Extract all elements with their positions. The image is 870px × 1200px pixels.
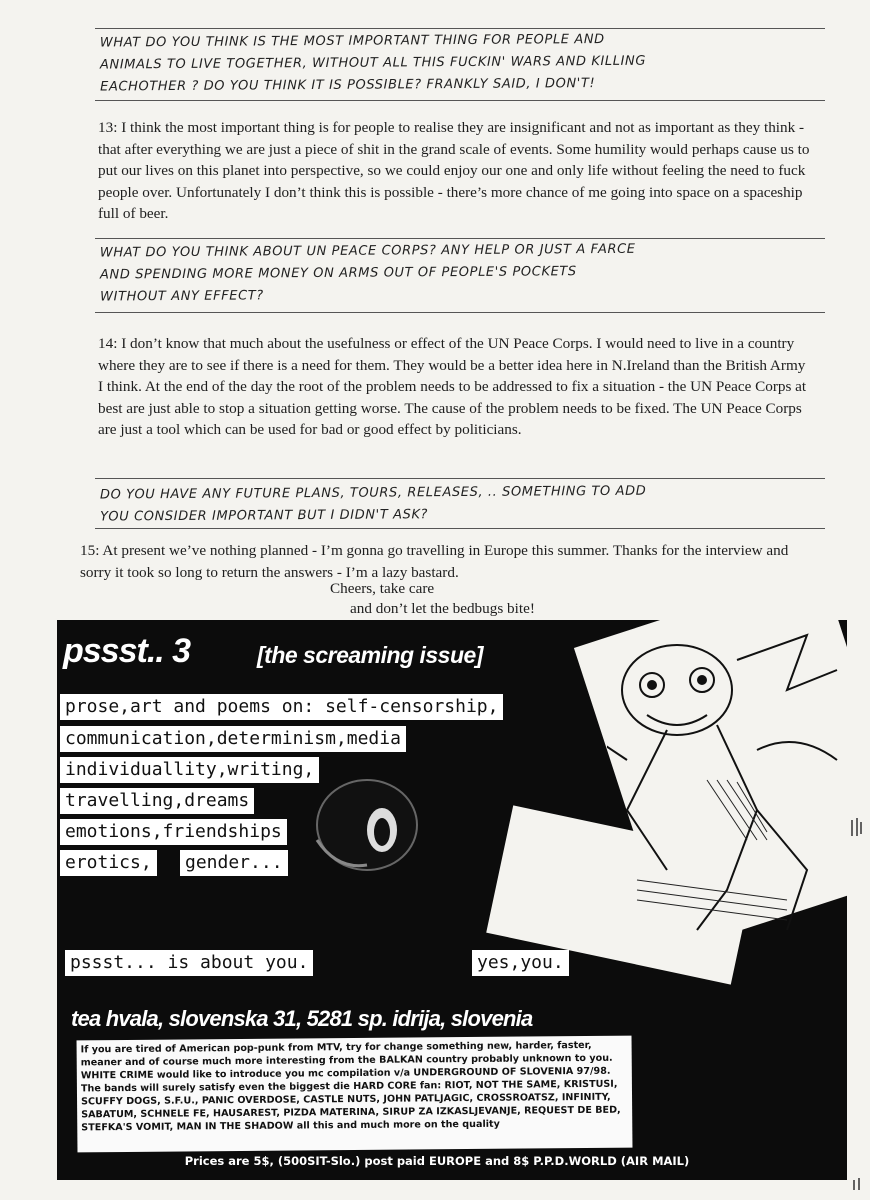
topic-tag: travelling,dreams bbox=[60, 788, 254, 814]
handwritten-question bbox=[100, 27, 820, 98]
signoff-line: Cheers, take care bbox=[330, 580, 435, 597]
gorilla-figure-icon bbox=[307, 770, 427, 880]
topic-tag: individuallity,writing, bbox=[60, 757, 319, 783]
margin-scan-marks-icon bbox=[848, 810, 864, 1190]
tagline: yes,you. bbox=[472, 950, 569, 976]
signoff-line: and don’t let the bedbugs bite! bbox=[350, 600, 535, 617]
question-rule bbox=[95, 100, 825, 101]
question-line: EACHOTHER ? DO YOU THINK IT IS POSSIBLE? FRANKLY SAID, I DON'T! bbox=[100, 76, 596, 95]
zine-flyer bbox=[57, 620, 847, 1180]
question-rule bbox=[95, 478, 825, 479]
question-line: WHAT DO YOU THINK ABOUT UN PEACE CORPS? ANY HELP OR JUST A FARCE bbox=[99, 241, 636, 261]
topic-tag: prose,art and poems on: self-censorship, bbox=[60, 694, 503, 720]
monster-drawing-icon bbox=[607, 630, 847, 940]
question-line: WITHOUT ANY EFFECT? bbox=[100, 288, 264, 305]
question-line: AND SPENDING MORE MONEY ON ARMS OUT OF PEOPLE'S POCKETS bbox=[99, 264, 577, 283]
tagline: pssst... is about you. bbox=[65, 950, 313, 976]
price-line: Prices are 5$, (500SIT-Slo.) post paid EUROPE and 8$ P.P.D.WORLD (AIR MAIL) bbox=[184, 1154, 690, 1168]
question-line: WHAT DO YOU THINK IS THE MOST IMPORTANT THING FOR PEOPLE AND bbox=[99, 31, 605, 51]
question-line: DO YOU HAVE ANY FUTURE PLANS, TOURS, RELEASES, .. SOMETHING TO ADD bbox=[99, 483, 647, 503]
topic-tag: gender... bbox=[180, 850, 288, 876]
question-rule bbox=[95, 528, 825, 529]
answer-paragraph: 15: At present we’ve nothing planned - I’m gonna go travelling in Europe this summer. Thanks for the interview and sorry it took so long to return the answers - I’m a lazy bastard. bbox=[80, 542, 789, 581]
zine-subtitle: [the screaming issue] bbox=[257, 642, 483, 668]
zine-title: pssst.. 3 bbox=[63, 632, 191, 670]
compilation-promo: If you are tired of American pop-punk from MTV, try for change something new, harder, faster, meaner and of course much more interesting from the BALKAN country probably unknown to you. WHITE CRIME would like to introduce you mc compilation v/a UNDERGROUND OF SLOVENIA 97/98. The bands will surely satisfy even the biggest die HARD CORE fan: RIOT, NOT THE SAME, KRISTUSI, SCUFFY DOGS, S.F.U., PANIC OVERDOSE, CASTLE NUTS, JOHN PATLJAGIC, CROSSROATSZ, INFINITY, SABATUM, SCHNELE FE, HAUSAREST, PIZDA MATERINA, SIRUP ZA IZKASLJEVANJE, REQUEST DE BED, STEFKA'S VOMIT, MAN IN THE SHADOW all this and much more on the quality bbox=[77, 1036, 633, 1153]
answer-paragraph: 13: I think the most important thing is for people to realise they are insignificant and not as important as they think - that after everything we are just a piece of shit in the grand scale of events. Some humility would perhaps cause us to put our lives on this planet into perspective, so we could enjoy our one and only life without feeling the need to fuck people over. Unfortunately I don’t think this is possible - there’s more chance of me going into space on a spaceship full of beer. bbox=[98, 119, 810, 222]
handwritten-question bbox=[100, 479, 820, 528]
answer-paragraph: 14: I don’t know that much about the usefulness or effect of the UN Peace Corps. I would need to live in a country where they are to see if there is a need for them. They would be a better idea here in N.Ireland than the British Army I think. At the end of the day the root of the problem needs to be addressed to fix a situation - the UN Peace Corps at best are just able to stop a situation getting worse. The cause of the problem needs to be fixed. The UN Peace Corps are just a tool which can be used for bad or good effect by politicians. bbox=[98, 335, 807, 438]
contact-address: tea hvala, slovenska 31, 5281 sp. idrija, slovenia bbox=[71, 1006, 533, 1031]
topic-tag: emotions,friendships bbox=[60, 819, 287, 845]
question-line: YOU CONSIDER IMPORTANT BUT I DIDN'T ASK? bbox=[100, 507, 429, 525]
question-line: ANIMALS TO LIVE TOGETHER, WITHOUT ALL THIS FUCKIN' WARS AND KILLING bbox=[99, 53, 647, 73]
topic-tag: communication,determinism,media bbox=[60, 726, 406, 752]
handwritten-question bbox=[100, 237, 820, 308]
topic-tag: erotics, bbox=[60, 850, 157, 876]
question-rule bbox=[95, 312, 825, 313]
